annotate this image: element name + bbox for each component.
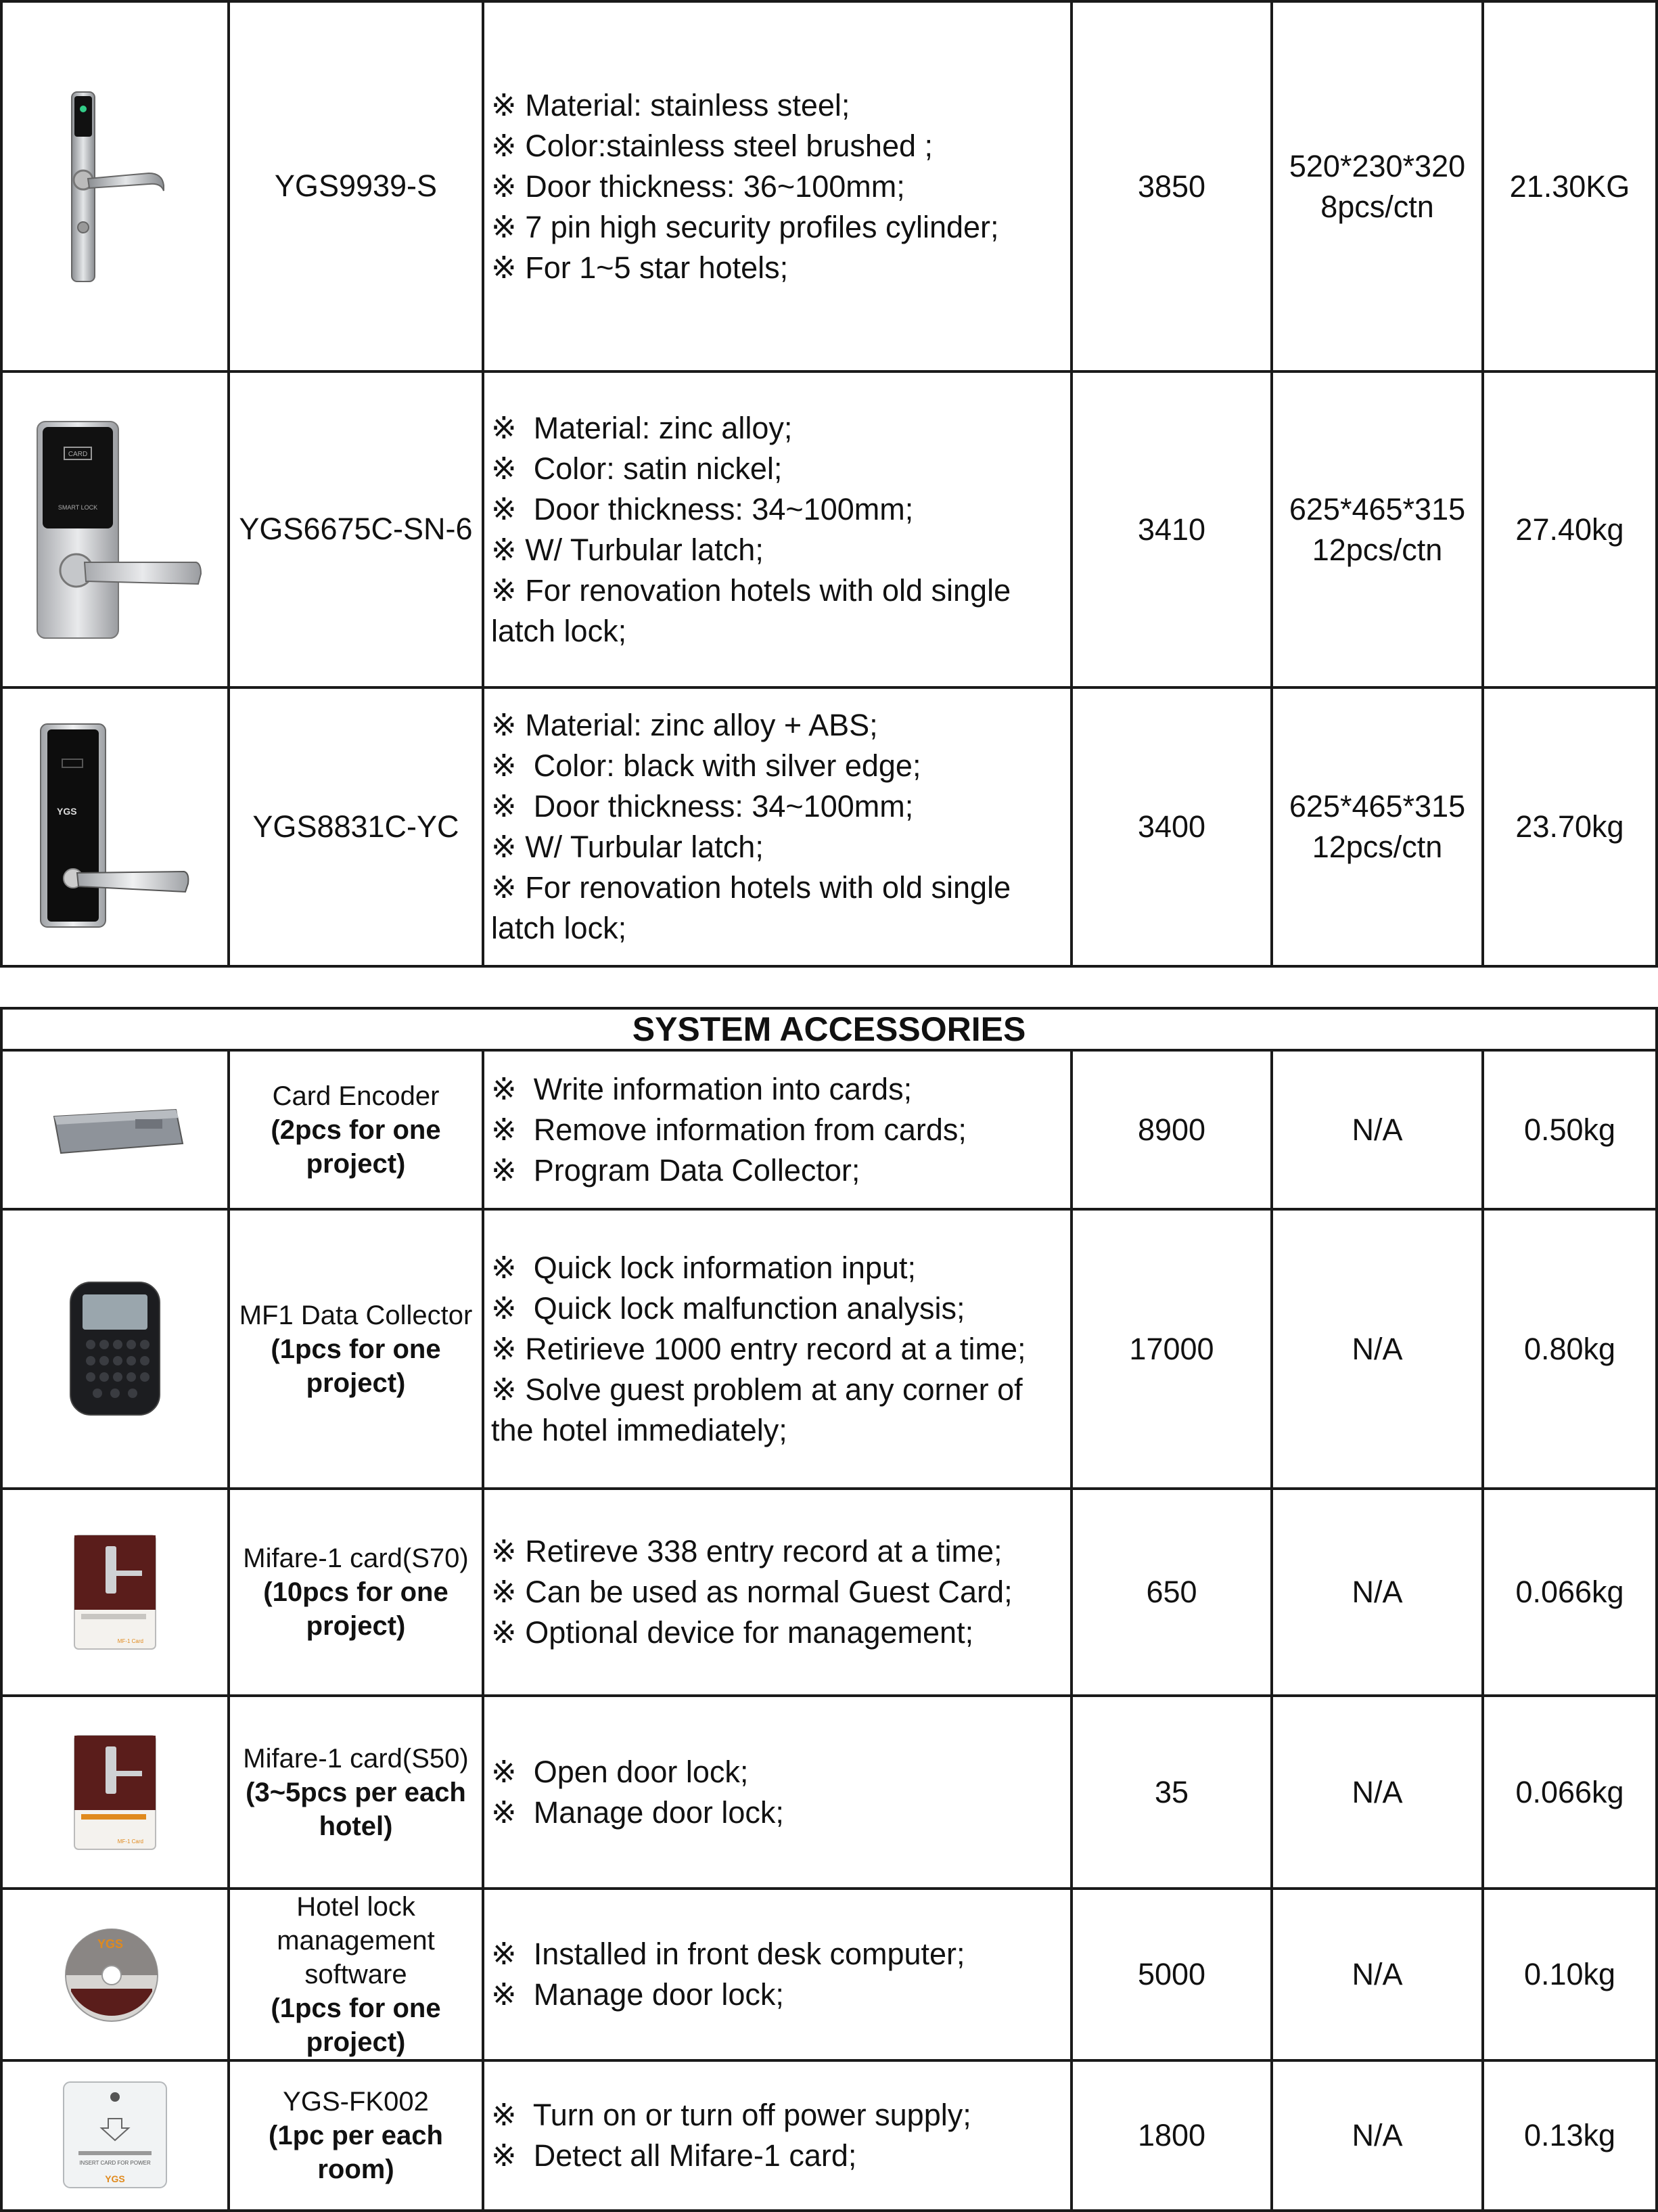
carton-size: 625*465*315: [1289, 789, 1466, 824]
feature-line: ※ Can be used as normal Guest Card;: [491, 1575, 1013, 1609]
section-header-row: [1, 1008, 1657, 1050]
lock-smart-label: SMART LOCK: [57, 503, 98, 511]
feature-line: ※ Manage door lock;: [491, 1795, 784, 1830]
feature-list: [483, 371, 1072, 687]
mifare-card-icon: [68, 1732, 162, 1853]
table-row: [1, 1889, 1657, 2060]
feature-line: ※ For 1~5 star hotels;: [491, 250, 789, 285]
feature-line: ※ Retireve 338 entry record at a time;: [491, 1534, 1003, 1568]
weight-cell: 27.40kg: [1483, 371, 1657, 687]
feature-line: ※ 7 pin high security profiles cylinder;: [491, 209, 999, 244]
accessory-note: (1pcs for one project): [271, 1334, 441, 1398]
feature-line: ※ Installed in front desk computer;: [491, 1937, 965, 1971]
accessory-name-cell: [229, 1209, 483, 1489]
accessory-note: (1pcs for one project): [271, 1993, 441, 2057]
lock-card-label: CARD: [68, 450, 88, 458]
lever-lock-icon: [47, 85, 183, 288]
weight-cell: 0.066kg: [1483, 1489, 1657, 1696]
accessory-name: Hotel lock management software: [277, 1892, 435, 1989]
card-encoder-icon: [41, 1096, 189, 1164]
weight-cell: 0.066kg: [1483, 1696, 1657, 1889]
feature-line: ※ Turn on or turn off power supply;: [491, 2098, 971, 2132]
accessory-note: (2pcs for one project): [271, 1114, 441, 1179]
feature-line: ※ Material: zinc alloy + ABS;: [491, 708, 878, 742]
product-image-cell: [1, 1889, 229, 2060]
table-row: [1, 2060, 1657, 2211]
feature-line: ※ W/ Turbular latch;: [491, 830, 764, 864]
product-image-cell: [1, 687, 229, 966]
accessory-note: (3~5pcs per each hotel): [246, 1777, 466, 1841]
weight-cell: 21.30KG: [1483, 1, 1657, 371]
quantity-cell: 35: [1072, 1696, 1272, 1889]
weight-cell: 0.80kg: [1483, 1209, 1657, 1489]
weight-cell: 0.50kg: [1483, 1050, 1657, 1209]
packing-cell: [1272, 687, 1483, 966]
lock-products-table: [0, 0, 1658, 968]
weight-cell: 23.70kg: [1483, 687, 1657, 966]
feature-list: [483, 687, 1072, 966]
feature-list: [483, 1, 1072, 371]
carton-count: 12pcs/ctn: [1312, 532, 1443, 567]
power-switch-icon: [54, 2078, 176, 2193]
feature-line: ※ Door thickness: 36~100mm;: [491, 168, 905, 204]
feature-line: ※ Open door lock;: [491, 1754, 749, 1789]
system-accessories-table: [0, 1007, 1658, 2212]
feature-line: ※ Quick lock information input;: [491, 1250, 916, 1285]
switch-brand: YGS: [105, 2173, 125, 2184]
model-cell: YGS9939-S: [229, 1, 483, 371]
feature-line: ※ Solve guest problem at any corner of the hotel immediately;: [491, 1372, 1032, 1447]
card-label: MF-1 Card: [117, 1838, 143, 1845]
packing-cell: N/A: [1272, 1489, 1483, 1696]
accessory-note: (1pc per each room): [269, 2121, 443, 2184]
carton-count: 12pcs/ctn: [1312, 830, 1443, 864]
table-row: [1, 371, 1657, 687]
card-label: MF-1 Card: [117, 1638, 143, 1644]
section-title: SYSTEM ACCESSORIES: [1, 1008, 1657, 1050]
packing-cell: N/A: [1272, 2060, 1483, 2211]
feature-line: ※ Program Data Collector;: [491, 1152, 860, 1188]
feature-line: ※ Material: stainless steel;: [491, 87, 850, 122]
feature-line: ※ Retirieve 1000 entry record at a time;: [491, 1331, 1026, 1366]
mifare-card-icon: [68, 1531, 162, 1653]
quantity-cell: 5000: [1072, 1889, 1272, 2060]
carton-size: 520*230*320: [1289, 148, 1466, 183]
card-lock-icon: [24, 415, 206, 645]
quantity-cell: 17000: [1072, 1209, 1272, 1489]
product-image-cell: [1, 1696, 229, 1889]
cd-brand-text: YGS: [97, 1937, 124, 1951]
feature-list: [483, 2060, 1072, 2211]
switch-label: INSERT CARD FOR POWER: [79, 2160, 151, 2166]
accessory-name: Card Encoder: [272, 1081, 440, 1111]
accessory-name-cell: [229, 2060, 483, 2211]
product-image-cell: [1, 2060, 229, 2211]
packing-cell: N/A: [1272, 1696, 1483, 1889]
feature-line: ※ For renovation hotels with old single latch lock;: [491, 870, 1019, 945]
feature-list: [483, 1889, 1072, 2060]
quantity-cell: 650: [1072, 1489, 1272, 1696]
feature-line: ※ Door thickness: 34~100mm;: [491, 491, 914, 526]
feature-line: ※ Color: satin nickel;: [491, 451, 783, 486]
feature-line: ※ Color: black with silver edge;: [491, 748, 921, 783]
accessory-note: (10pcs for one project): [263, 1577, 448, 1641]
data-collector-icon: [61, 1278, 169, 1420]
feature-line: ※ Remove information from cards;: [491, 1112, 967, 1147]
feature-line: ※ For renovation hotels with old single latch lock;: [491, 572, 1019, 648]
table-row: [1, 1209, 1657, 1489]
packing-cell: [1272, 1, 1483, 371]
product-image-cell: [1, 1489, 229, 1696]
carton-size: 625*465*315: [1289, 491, 1466, 526]
product-image-cell: [1, 1209, 229, 1489]
software-cd-icon: [57, 1924, 172, 2025]
feature-line: ※ Write information into cards;: [491, 1071, 913, 1106]
packing-cell: [1272, 371, 1483, 687]
table-row: [1, 1489, 1657, 1696]
accessory-name-cell: [229, 1050, 483, 1209]
accessory-name: YGS-FK002: [283, 2087, 429, 2117]
weight-cell: 0.13kg: [1483, 2060, 1657, 2211]
table-row: [1, 1, 1657, 371]
black-lock-icon: [34, 719, 196, 935]
accessory-name: MF1 Data Collector: [239, 1300, 473, 1330]
product-image-cell: [1, 371, 229, 687]
feature-line: ※ Door thickness: 34~100mm;: [491, 789, 914, 823]
feature-line: ※ Detect all Mifare-1 card;: [491, 2138, 857, 2173]
table-row: [1, 687, 1657, 966]
feature-list: [483, 1050, 1072, 1209]
feature-line: ※ Quick lock malfunction analysis;: [491, 1290, 965, 1326]
feature-list: [483, 1696, 1072, 1889]
quantity-cell: 3410: [1072, 371, 1272, 687]
table-row: [1, 1696, 1657, 1889]
lock-brand-text: YGS: [57, 806, 77, 817]
quantity-cell: 3400: [1072, 687, 1272, 966]
accessory-name: Mifare-1 card(S50): [243, 1743, 469, 1774]
quantity-cell: 3850: [1072, 1, 1272, 371]
table-row: [1, 1050, 1657, 1209]
packing-cell: N/A: [1272, 1209, 1483, 1489]
feature-line: ※ Material: zinc alloy;: [491, 410, 793, 445]
product-image-cell: [1, 1050, 229, 1209]
packing-cell: N/A: [1272, 1050, 1483, 1209]
weight-cell: 0.10kg: [1483, 1889, 1657, 2060]
feature-list: [483, 1209, 1072, 1489]
feature-line: ※ W/ Turbular latch;: [491, 532, 764, 567]
accessory-name-cell: [229, 1696, 483, 1889]
model-cell: YGS8831C-YC: [229, 687, 483, 966]
feature-line: ※ Color:stainless steel brushed ;: [491, 128, 934, 163]
carton-count: 8pcs/ctn: [1320, 189, 1434, 224]
product-image-cell: [1, 1, 229, 371]
feature-list: [483, 1489, 1072, 1696]
quantity-cell: 8900: [1072, 1050, 1272, 1209]
feature-line: ※ Optional device for management;: [491, 1615, 974, 1650]
accessory-name-cell: [229, 1889, 483, 2060]
model-cell: YGS6675C-SN-6: [229, 371, 483, 687]
packing-cell: N/A: [1272, 1889, 1483, 2060]
feature-line: ※ Manage door lock;: [491, 1977, 784, 2012]
accessory-name-cell: [229, 1489, 483, 1696]
accessory-name: Mifare-1 card(S70): [243, 1543, 469, 1573]
quantity-cell: 1800: [1072, 2060, 1272, 2211]
